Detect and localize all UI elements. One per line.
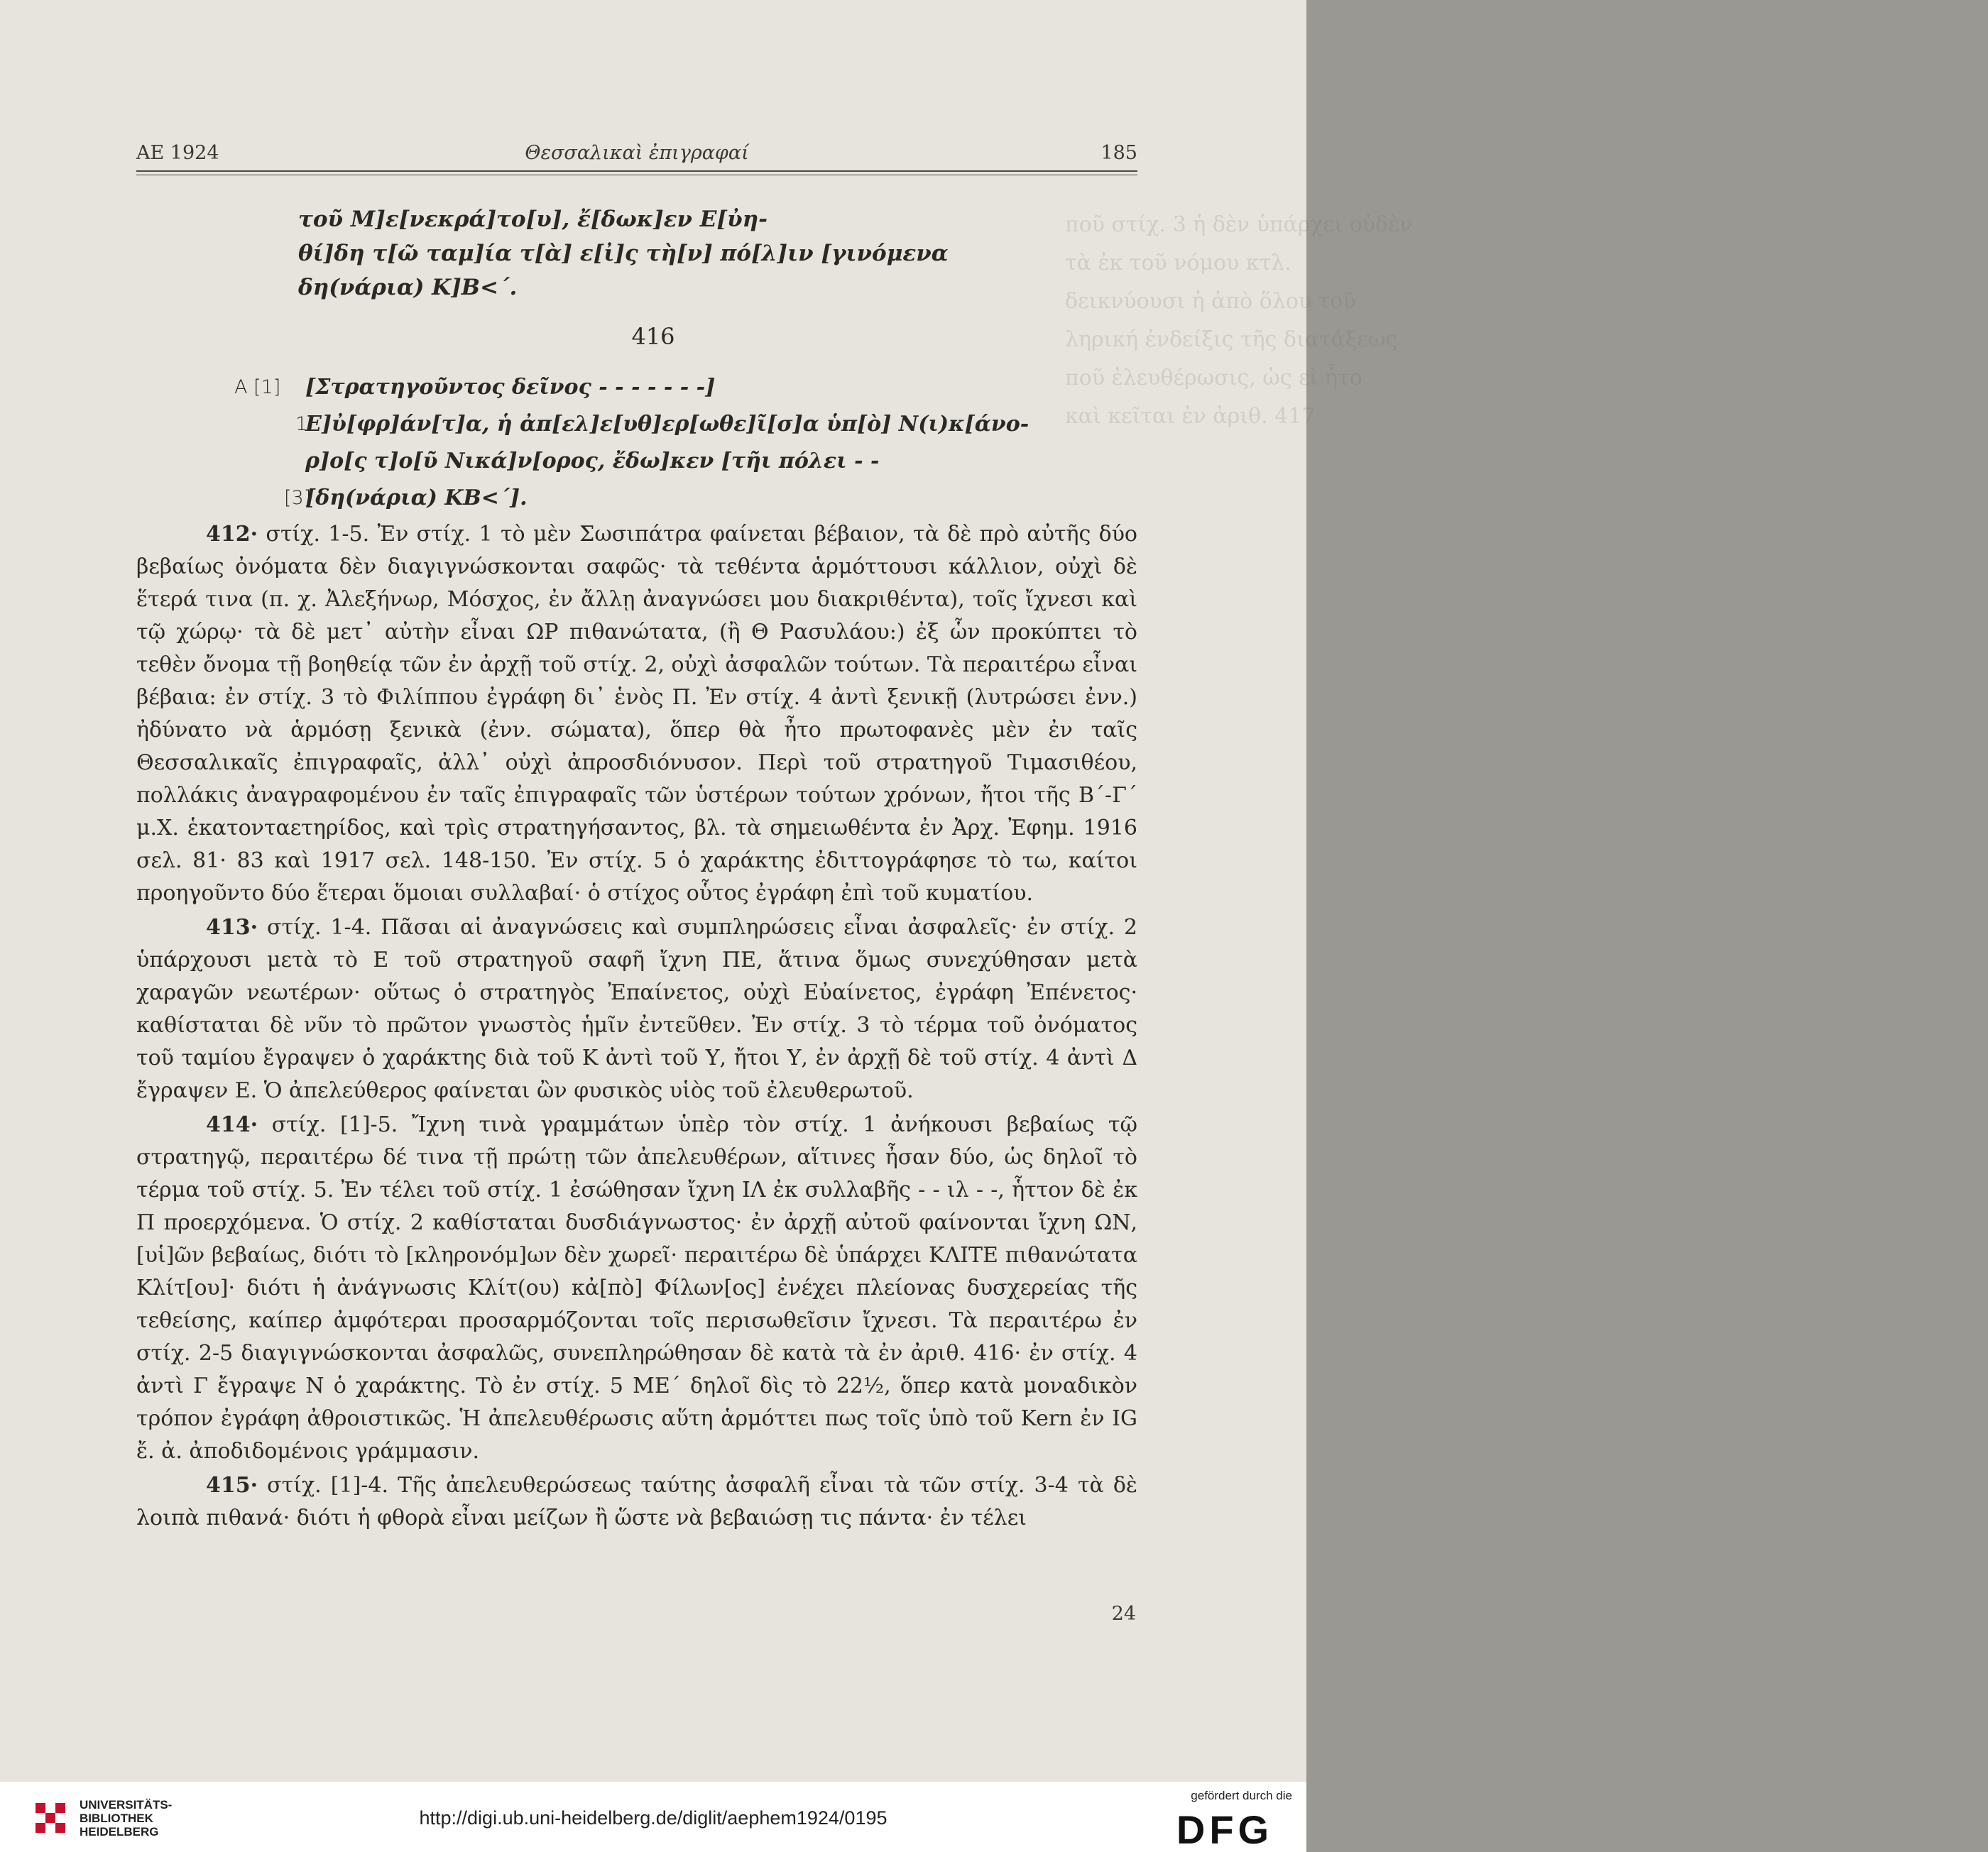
line-text: ρ]ο[ς τ]ο[ῦ Νικά]ν[ορος, ἔδω]κεν [τῆι πόλει - - [305,449,880,473]
entry-text: στίχ. [1]-4. Τῆς ἀπελευθερώσεως ταύτης ἀσφαλῆ εἶναι τὰ τῶν στίχ. 3-4 τὰ δὲ λοιπὰ πιθανά· διότι ἡ φθορὰ εἶναι μείζων ἢ ὥστε νὰ βεβαιώσῃ τις πάντα· ἐν τέλει [136,1473,1137,1530]
entry-number: 414· [206,1112,258,1137]
inscription-row [234,480,1143,517]
line-label: [3] [284,487,312,509]
line-text: Ε]ὐ[φρ]άν[τ]α, ἡ ἀπ[ελ]ε[υθ]ερ[ωθε]ῖ[σ]α ὑπ[ὸ] Ν(ι)κ[άνο- [305,412,1030,437]
dfg-logo-icon [1160,1807,1289,1852]
entry-text: στίχ. [1]-5. Ἴχνη τινὰ γραμμάτων ὑπὲρ τὸν στίχ. 1 ἀνήκουσι βεβαίως τῷ στρατηγῷ, περαιτέρω δέ τινα τῇ πρώτῃ τῶν ἀπελευθέρων, αἵτινες ἦσαν δύο, ὡς δηλοῖ τὸ τέρμα τοῦ στίχ. 5. Ἐν τέλει τοῦ στίχ. 1 ἐσώθησαν ἴχνη ΙΛ ἐκ συλλαβῆς - - ιλ - -, ἧττον δὲ ἐκ Π προερχόμενα. Ὁ στίχ. 2 καθίσταται δυσδιάγνωστος· ἐν ἀρχῇ αὐτοῦ φαίνονται ἴχνη ΩΝ, [υἱ]ῶν βεβαίως, διότι τὸ [κληρονόμ]ων δὲν χωρεῖ· περαιτέρω δὲ ὑπάρχει ΚΛΙΤΕ πιθανώτατα Κλίτ[ου]· διότι ἡ ἀνάγνωσις Κλίτ(ου) κἀ[πὸ] Φίλων[ος] ἐνέχει πλείονας δυσχερείας τῆς τεθείσης, καίπερ ἀμφότεραι προσαρμόζονται τοῖς περισωθεῖσιν ἴχνεσι. Τὰ περαιτέρω ἐν στίχ. 2-5 διαγιγνώσκονται ἀσφαλῶς, συνεπληρώθησαν δὲ κατὰ τὰ ἐν ἀριθ. 416· ἐν στίχ. 4 ἀντὶ Γ ἔγραψε Ν ὁ χαράκτης. Τὸ ἐν στίχ. 5 ΜΕ΄ δηλοῖ δὶς τὸ 22½, ὅπερ κατὰ μοναδικὸν τρόπον ἐγράφη ἀθροιστικῶς. Ἡ ἀπελευθέρωσις αὕτη ἁρμόττει πως τοῖς ὑπὸ τοῦ Kern ἐν IG ἔ. ἀ. ἀποδιδομένοις γράμμασιν. [136,1112,1137,1464]
line-label: A [1] [234,376,281,398]
inscription-number: 416 [631,323,675,350]
header-journal-year: ΑΕ 1924 [136,142,219,164]
bleed-through-text: ποῦ στίχ. 3 ἡ δὲν ὑπάρχει οὐδὲν τὰ ἐκ τοῦ νόμου κτλ. δεικνύουσι ἡ ἀπὸ ὅλου τοῦ ληρική ἐνδείξις τῆς διατάξεως ποῦ ἐλευθέρωσις, ὡς εἰ ἦτο καὶ κεῖται ἐν ἀριθ. 417 [1065,212,1413,429]
permalink-url[interactable]: http://digi.ub.uni-heidelberg.de/diglit/aephem1924/0195 [419,1807,888,1829]
commentary-paragraph [136,1109,1137,1468]
library-name: UNIVERSITÄTS- BIBLIOTHEK HEIDELBERG [80,1798,173,1839]
inscription-line: δη(νάρια) Κ]Β<΄. [298,275,518,300]
funded-by-label: gefördert durch die [1191,1789,1292,1802]
inscription-continued [298,202,1136,305]
line-text: [δη(νάρια) ΚΒ<΄]. [305,486,528,510]
header-page-number: 185 [1100,142,1137,164]
entry-number: 415· [206,1473,258,1498]
inscription-row [234,406,1143,443]
inscription-row [234,443,1143,480]
entry-text: στίχ. 1-4. Πᾶσαι αἱ ἀναγνώσεις καὶ συμπληρώσεις εἶναι ἀσφαλεῖς· ἐν στίχ. 2 ὑπάρχουσι μετὰ τὸ Ε τοῦ στρατηγοῦ σαφῆ ἴχνη ΠΕ, ἅτινα ὅμως συνεχύθησαν μετὰ χαραγῶν νεωτέρων· οὕτως ὁ στρατηγὸς Ἐπαίνετος, οὐχὶ Εὐαίνετος, ἐγράφη Ἐπένετος· καθίσταται δὲ νῦν τὸ πρῶτον γνωστὸς ἡμῖν ἐντεῦθεν. Ἐν στίχ. 3 τὸ τέρμα τοῦ ὀνόματος τοῦ ταμίου ἔγραψεν ὁ χαράκτης διὰ τοῦ Κ ἀντὶ τοῦ Υ, ἤτοι Υ, ἐν ἀρχῇ δὲ τοῦ στίχ. 4 ἀντὶ Δ ἔγραψεν Ε. Ὁ ἀπελεύθερος φαίνεται ὢν φυσικὸς υἱὸς τοῦ ἐλευθερωτοῦ. [136,915,1137,1103]
commentary-paragraph [136,518,1137,910]
entry-text: στίχ. 1-5. Ἐν στίχ. 1 τὸ μὲν Σωσιπάτρα φαίνεται βέβαιον, τὰ δὲ πρὸ αὐτῆς δύο βεβαίως ὀνόματα δὲν διαγιγνώσκονται σαφῶς· τὰ τεθέντα ἁρμόττουσι κάλλιον, οὐχὶ δὲ ἕτερά τινα (π. χ. Ἀλεξήνωρ, Μόσχος, ἐν ἄλλῃ ἀναγνώσει μου διακριθέντα), τοῖς ἴχνεσι καὶ τῷ χώρῳ· τὰ δὲ μετ᾽ αὐτὴν εἶναι ΩΡ πιθανώτατα, (ἢ Θ Ρασυλάου:) ἐξ ὧν προκύπτει τὸ τεθὲν ὄνομα τῇ βοηθείᾳ τῶν ἐν ἀρχῇ τοῦ στίχ. 2, οὐχὶ ἀσφαλῶν τούτων. Τὰ περαιτέρω εἶναι βέβαια: ἐν στίχ. 3 τὸ Φιλίππου ἐγράφη δι᾽ ἑνὸς Π. Ἐν στίχ. 4 ἀντὶ ξενικῇ (λυτρώσει ἐνν.) ἠδύνατο νὰ ἁρμόσῃ ξενικὰ (ἐνν. σώματα), ὅπερ θὰ ἦτο πρωτοφανὲς μὲν ἐν ταῖς Θεσσαλικαῖς ἐπιγραφαῖς, ἀλλ᾽ οὐχὶ ἀπροσδιόνυσον. Περὶ τοῦ στρατηγοῦ Τιμασιθέου, πολλάκις ἀναγραφομένου ἐν ταῖς ἐπιγραφαῖς τῶν ὑστέρων τούτων χρόνων, ἤτοι τῆς Β΄-Γ΄ μ.Χ. ἑκατονταετηρίδος, καὶ τρὶς στρατηγήσαντος, βλ. τὰ σημειωθέντα ἐν Ἀρχ. Ἐφημ. 1916 σελ. 81· 83 καὶ 1917 σελ. 148-150. Ἐν στίχ. 5 ὁ χαράκτης ἐδιττογράφησε τὸ τω, καίτοι προηγοῦντο δύο ἕτεραι ὅμοιαι συλλαβαί· ὁ στίχος οὗτος ἐγράφη ἐπὶ τοῦ κυματίου. [136,522,1137,906]
running-header [136,142,1137,170]
inscription-line: θί]δη τ[ῶ ταμ]ία τ[ὰ] ε[ἰ]ς τὴ[ν] πό[λ]ιν [γινόμενα [298,241,949,266]
entry-number: 412· [206,522,258,547]
commentary [136,518,1137,1536]
entry-number: 413· [206,915,258,940]
commentary-paragraph [136,1469,1137,1535]
commentary-paragraph [136,911,1137,1107]
dfg-logo-text: DFG [1176,1807,1274,1852]
line-text: [Στρατηγοῦντος δεῖνος - - - - - - -] [305,375,716,400]
signature-number: 24 [1111,1603,1136,1625]
inscription-line: τοῦ Μ]ε[νεκρά]το[υ], ἔ[δωκ]εν Ε[ὐη- [298,207,768,232]
viewer-footer [0,1782,1306,1852]
header-title: Θεσσαλικαὶ ἐπιγραφαί [525,142,749,164]
line-label: 1 [295,413,308,435]
inscription-416 [234,369,1143,517]
header-rule-top [136,170,1137,172]
inscription-row [234,369,1143,406]
